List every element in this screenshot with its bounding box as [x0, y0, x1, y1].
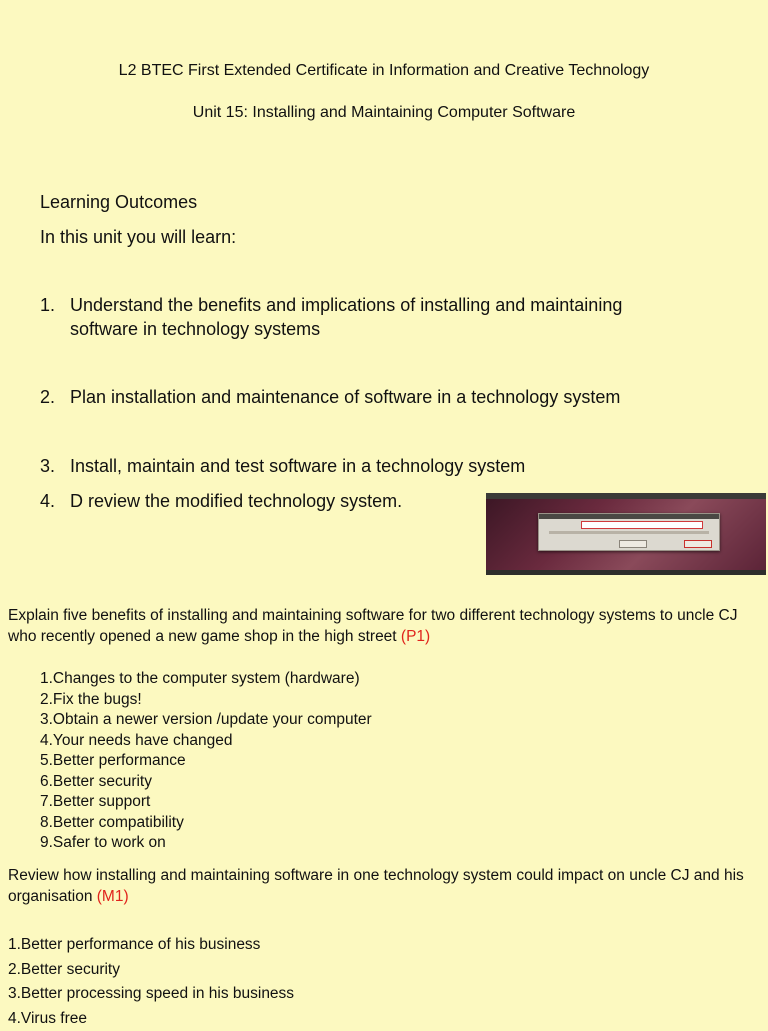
list-item: 4.Virus free: [8, 1007, 294, 1031]
outcome-number: 3.: [40, 454, 70, 478]
list-item: 3.Better processing speed in his business: [8, 982, 294, 1007]
list-item: 1.Better performance of his business: [8, 933, 294, 958]
list-item: 6.Better security: [40, 772, 372, 793]
outcome-number: 1.: [40, 293, 70, 341]
task-m1-answers: [8, 933, 294, 1031]
screenshot-dialog-button: [619, 540, 647, 548]
outcome-item-4: [40, 489, 460, 513]
document-title: L2 BTEC First Extended Certificate in Information and Creative Technology: [0, 62, 768, 80]
task-p1-answers: [40, 669, 372, 854]
learning-outcomes-heading: Learning Outcomes: [40, 190, 197, 214]
outcome-item-1: [40, 293, 680, 341]
list-item: 4.Your needs have changed: [40, 731, 372, 752]
list-item: 7.Better support: [40, 792, 372, 813]
task-m1-text: Review how installing and maintaining software in one technology system could impact on uncle CJ and his organisation: [8, 867, 744, 905]
list-item: 2.Better security: [8, 958, 294, 983]
learning-outcomes-intro: In this unit you will learn:: [40, 225, 236, 249]
screenshot-dialog: [538, 513, 720, 551]
screenshot-dialog-titlebar: [539, 514, 719, 519]
screenshot-dialog-row: [549, 531, 709, 534]
list-item: 9.Safer to work on: [40, 833, 372, 854]
task-p1-text: Explain five benefits of installing and maintaining software for two different technology systems to uncle CJ who recently opened a new game shop in the high street: [8, 607, 737, 645]
grade-p1: (P1): [401, 628, 430, 645]
screenshot-bottom-panel: [486, 570, 766, 575]
software-installer-screenshot: [486, 493, 766, 575]
screenshot-top-panel: [486, 493, 766, 499]
screenshot-dialog-field: [581, 521, 703, 529]
screenshot-dialog-button: [684, 540, 712, 548]
task-p1-question: [8, 605, 748, 647]
list-item: 2.Fix the bugs!: [40, 690, 372, 711]
outcome-text: D review the modified technology system.: [70, 489, 460, 513]
list-item: 8.Better compatibility: [40, 813, 372, 834]
outcome-text: Understand the benefits and implications of installing and maintaining software in technology systems: [70, 293, 680, 341]
unit-title: Unit 15: Installing and Maintaining Computer Software: [0, 104, 768, 122]
list-item: 3.Obtain a newer version /update your computer: [40, 710, 372, 731]
outcome-item-3: [40, 454, 680, 478]
outcome-number: 4.: [40, 489, 70, 513]
outcome-item-2: [40, 385, 680, 409]
grade-m1: (M1): [97, 888, 129, 905]
outcome-text: Install, maintain and test software in a technology system: [70, 454, 680, 478]
outcome-text: Plan installation and maintenance of software in a technology system: [70, 385, 680, 409]
task-m1-question: [8, 865, 748, 907]
list-item: 1.Changes to the computer system (hardware): [40, 669, 372, 690]
outcome-number: 2.: [40, 385, 70, 409]
list-item: 5.Better performance: [40, 751, 372, 772]
